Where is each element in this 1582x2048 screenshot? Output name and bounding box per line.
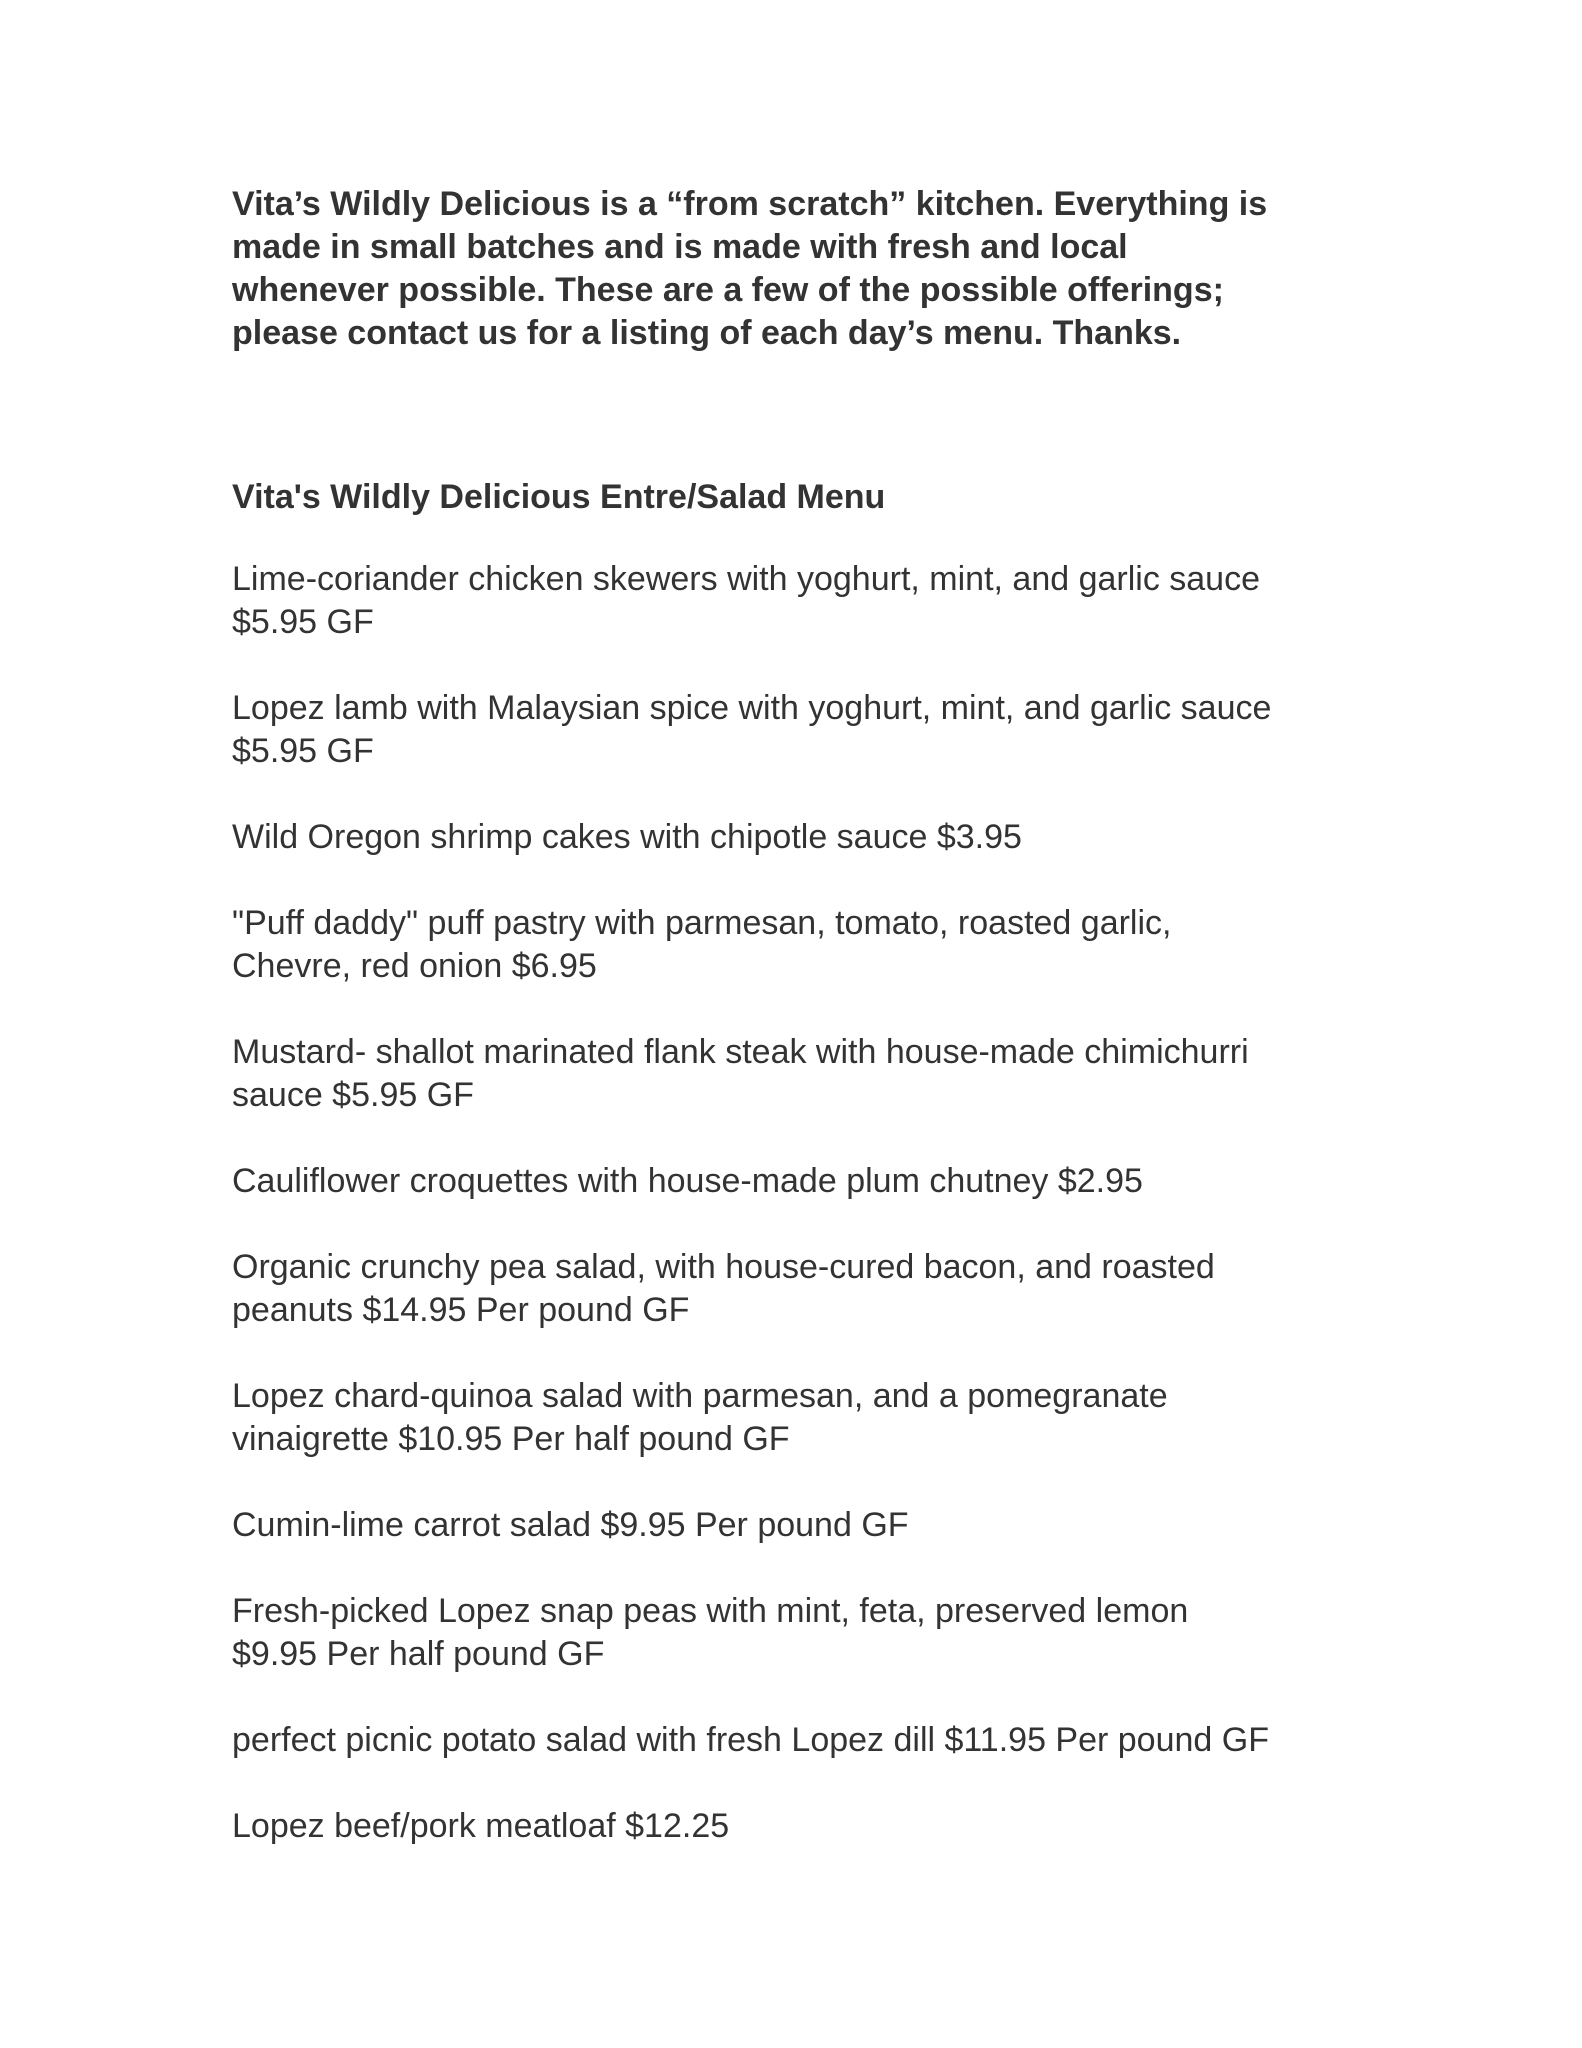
menu-item-line: $5.95 GF xyxy=(232,732,374,770)
menu-item-line: peanuts $14.95 Per pound GF xyxy=(232,1291,690,1329)
menu-item-line: Chevre, red onion $6.95 xyxy=(232,947,597,985)
menu-item xyxy=(232,1375,1372,1461)
menu-item-line: $9.95 Per half pound GF xyxy=(232,1635,605,1673)
menu-item xyxy=(232,1160,1372,1203)
menu-item-list xyxy=(232,558,1372,1848)
intro-line: Vita’s Wildly Delicious is a “from scratch” kitchen. Everything is xyxy=(232,185,1268,223)
menu-item-line: Lopez beef/pork meatloaf $12.25 xyxy=(232,1807,730,1845)
menu-item-line: Organic crunchy pea salad, with house-cured bacon, and roasted xyxy=(232,1248,1215,1286)
menu-item-line: Cumin-lime carrot salad $9.95 Per pound GF xyxy=(232,1506,909,1544)
menu-item-line: Wild Oregon shrimp cakes with chipotle sauce $3.95 xyxy=(232,818,1022,856)
menu-item-line: Cauliflower croquettes with house-made plum chutney $2.95 xyxy=(232,1162,1143,1200)
document-page xyxy=(232,183,1372,1848)
menu-item xyxy=(232,1590,1372,1676)
menu-item xyxy=(232,902,1372,988)
menu-item xyxy=(232,1805,1372,1848)
intro-paragraph xyxy=(232,183,1352,355)
menu-item-line: perfect picnic potato salad with fresh Lopez dill $11.95 Per pound GF xyxy=(232,1721,1269,1759)
menu-item-line: vinaigrette $10.95 Per half pound GF xyxy=(232,1420,790,1458)
menu-item xyxy=(232,1246,1372,1332)
menu-item-line: Lopez lamb with Malaysian spice with yoghurt, mint, and garlic sauce xyxy=(232,689,1272,727)
menu-item-line: Lime-coriander chicken skewers with yoghurt, mint, and garlic sauce xyxy=(232,560,1261,598)
menu-item xyxy=(232,1719,1372,1762)
menu-item xyxy=(232,687,1372,773)
menu-item-line: $5.95 GF xyxy=(232,603,374,641)
menu-item-line: Lopez chard-quinoa salad with parmesan, and a pomegranate xyxy=(232,1377,1168,1415)
intro-line: made in small batches and is made with fresh and local xyxy=(232,228,1128,266)
menu-item xyxy=(232,1031,1372,1117)
menu-item-line: Mustard- shallot marinated flank steak with house-made chimichurri xyxy=(232,1033,1249,1071)
menu-item-line: "Puff daddy" puff pastry with parmesan, tomato, roasted garlic, xyxy=(232,904,1172,942)
intro-line: whenever possible. These are a few of the possible offerings; xyxy=(232,271,1224,309)
menu-item-line: Fresh-picked Lopez snap peas with mint, feta, preserved lemon xyxy=(232,1592,1189,1630)
menu-title: Vita's Wildly Delicious Entre/Salad Menu xyxy=(232,478,886,516)
menu-item xyxy=(232,816,1372,859)
menu-item-line: sauce $5.95 GF xyxy=(232,1076,474,1114)
menu-item xyxy=(232,558,1372,644)
menu-item xyxy=(232,1504,1372,1547)
intro-line: please contact us for a listing of each day’s menu. Thanks. xyxy=(232,314,1182,352)
